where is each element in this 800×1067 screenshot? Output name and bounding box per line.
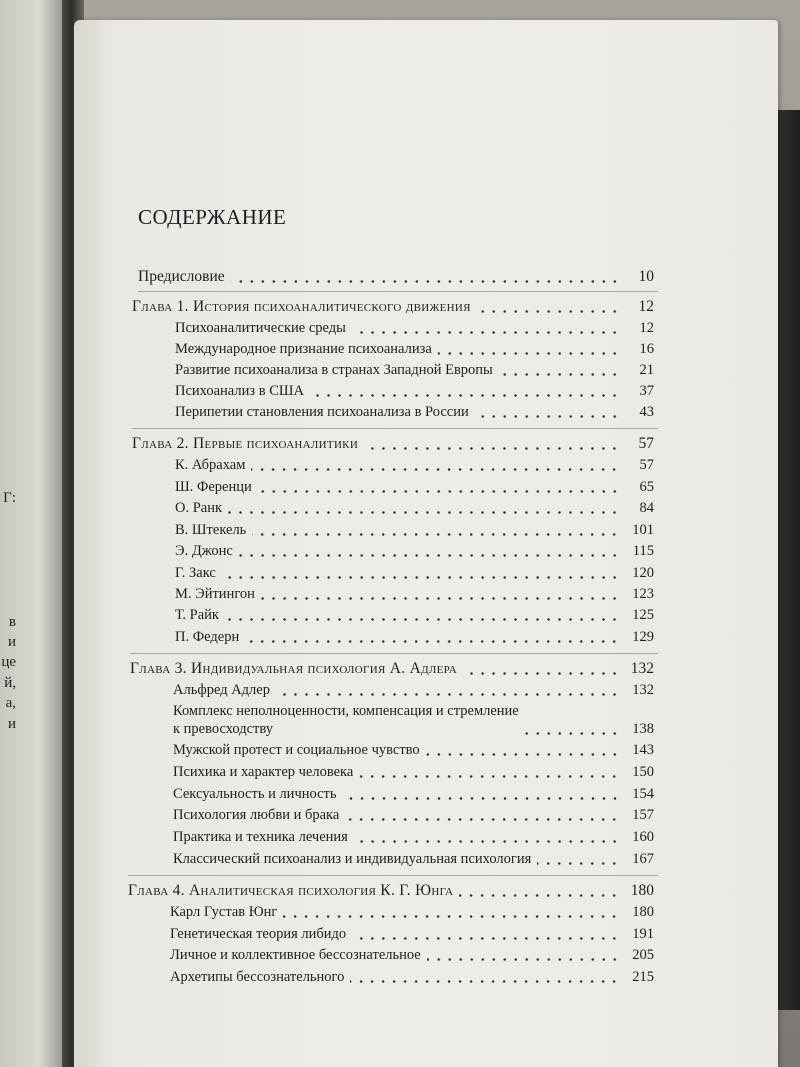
leader-dots: [231, 280, 620, 283]
toc-section-page: 101: [632, 522, 654, 538]
toc-section-page: 180: [632, 904, 654, 920]
toc-section-label: Психология любви и брака: [173, 807, 340, 823]
toc-section-label: Альфред Адлер: [173, 682, 270, 698]
toc-section-page: 157: [632, 807, 654, 823]
leader-dots: [427, 958, 620, 961]
toc-section: [175, 607, 654, 624]
toc-chapter-page: 132: [630, 660, 654, 677]
toc-section-page: 191: [632, 926, 654, 942]
toc-section: [175, 629, 654, 646]
leader-dots: [276, 693, 620, 696]
leader-dots: [310, 394, 620, 397]
toc-chapter-4: [128, 882, 654, 900]
leader-dots: [222, 576, 620, 579]
toc-divider: [138, 291, 658, 292]
toc-section-page: 150: [632, 764, 654, 780]
left-page-fragment: в: [8, 614, 16, 630]
leader-dots: [245, 640, 620, 643]
toc-section-page: 215: [632, 969, 654, 985]
leader-dots: [252, 533, 620, 536]
toc-section: [170, 904, 654, 921]
toc-section-page: 132: [632, 682, 654, 698]
toc-section-label: Международное признание психоанализа: [175, 341, 432, 357]
toc-section: [173, 851, 654, 868]
toc-section-label: Карл Густав Юнг: [170, 904, 278, 920]
toc-section: [175, 565, 654, 582]
leader-dots: [463, 672, 620, 675]
toc-section-page: 43: [639, 404, 654, 420]
toc-chapter-page: 57: [638, 435, 654, 452]
toc-section-label: [173, 702, 519, 738]
left-page-fragment: й,: [4, 675, 16, 691]
toc-section: [173, 829, 654, 846]
toc-title: СОДЕРЖАНИЕ: [138, 205, 287, 229]
toc-section-label: К. Абрахам: [175, 457, 246, 473]
toc-section-page: 167: [632, 851, 654, 867]
toc-section-page: 143: [632, 742, 654, 758]
toc-section-label: О. Ранк: [175, 500, 223, 516]
toc-section: [175, 341, 654, 358]
toc-section-label: Г. Закс: [175, 565, 216, 581]
toc-section-page: 84: [639, 500, 654, 516]
leader-dots: [239, 554, 620, 557]
toc-section-label: П. Федерн: [175, 629, 240, 645]
toc-section: [170, 969, 654, 986]
toc-section-label: Личное и коллективное бессознательное: [170, 947, 421, 963]
toc-section-page: 160: [632, 829, 654, 845]
leader-dots: [343, 797, 621, 800]
toc-section-label: Сексуальность и личность: [173, 786, 337, 802]
leader-dots: [261, 597, 620, 600]
toc-section-label: Психика и характер человека: [173, 764, 354, 780]
toc-divider: [128, 875, 658, 876]
toc-section-page: 12: [639, 320, 654, 336]
toc-section: [175, 479, 654, 496]
toc-section: [173, 702, 654, 738]
toc-section-page: 16: [639, 341, 654, 357]
toc-section-page: 120: [632, 565, 654, 581]
toc-chapter-page: 12: [638, 298, 654, 315]
toc-divider: [130, 653, 658, 654]
toc-section: [175, 586, 654, 603]
toc-section: [170, 926, 654, 943]
toc-section: [173, 807, 654, 824]
leader-dots: [350, 980, 620, 983]
toc-chapter-2: [132, 435, 654, 453]
leader-dots: [258, 490, 620, 493]
toc-section-label: Классический психоанализ и индивидуальная психология: [173, 851, 532, 867]
toc-section: [175, 500, 654, 517]
toc-section-label: Психоаналитические среды: [175, 320, 346, 336]
leader-dots: [477, 310, 620, 313]
toc-entry-page: 10: [638, 268, 654, 285]
toc-section-label-line: к превосходству: [173, 721, 273, 737]
toc-section-page: 65: [639, 479, 654, 495]
toc-section-page: 21: [639, 362, 654, 378]
toc-section-label: Э. Джонс: [175, 543, 233, 559]
toc-section: [175, 404, 654, 421]
toc-section-label: Генетическая теория либидо: [170, 926, 347, 942]
toc-section-page: 37: [639, 383, 654, 399]
leader-dots: [352, 331, 620, 334]
toc-section-label: Практика и техника лечения: [173, 829, 348, 845]
leader-dots: [475, 415, 620, 418]
toc-section-label: Архетипы бессознательного: [170, 969, 345, 985]
toc-divider: [132, 428, 658, 429]
left-page-fragment: и: [7, 634, 16, 650]
toc-chapter-label: Глава 4. Аналитическая психология К. Г. Юнга: [128, 882, 454, 899]
toc-section: [170, 947, 654, 964]
toc-chapter-label: Глава 2. Первые психоаналитики: [132, 435, 359, 452]
toc-section: [173, 742, 654, 759]
toc-section-page: 125: [632, 607, 654, 623]
toc-section-label: М. Эйтингон: [175, 586, 255, 602]
toc-section-label: Ш. Ференци: [175, 479, 252, 495]
left-page-fragment: Г:: [3, 490, 16, 506]
toc-section-label-line: Комплекс неполноценности, компенсация и стремление: [173, 703, 519, 719]
toc-chapter-3: [130, 660, 654, 678]
leader-dots: [251, 468, 620, 471]
leader-dots: [499, 373, 620, 376]
leader-dots: [364, 447, 620, 450]
toc-section-label: Т. Райк: [175, 607, 219, 623]
toc-section: [175, 383, 654, 400]
toc-chapter-label: Глава 3. Индивидуальная психология А. Адлера: [130, 660, 457, 677]
toc-section: [175, 543, 654, 560]
toc-entry-label: Предисловие: [138, 268, 225, 285]
toc-section-page: 129: [632, 629, 654, 645]
leader-dots: [352, 937, 620, 940]
leader-dots: [537, 862, 620, 865]
toc-chapter-label: Глава 1. История психоаналитического движения: [132, 298, 471, 315]
toc-section-label: Психоанализ в США: [175, 383, 304, 399]
left-page-fragment: це: [1, 654, 16, 670]
leader-dots: [345, 818, 620, 821]
leader-dots: [359, 775, 620, 778]
toc-section: [173, 682, 654, 699]
leader-dots: [283, 915, 620, 918]
toc-section: [175, 362, 654, 379]
toc-section-page: 138: [632, 721, 654, 737]
toc-section-label: Развитие психоанализа в странах Западной Европы: [175, 362, 493, 378]
toc-section-label: Мужской протест и социальное чувство: [173, 742, 420, 758]
toc-section: [175, 522, 654, 539]
left-page-fragment: и: [7, 716, 16, 732]
leader-dots: [426, 753, 620, 756]
toc-section-label: В. Штекель: [175, 522, 247, 538]
leader-dots: [438, 352, 620, 355]
toc-section: [175, 457, 654, 474]
leader-dots: [225, 618, 620, 621]
leader-dots: [354, 840, 620, 843]
left-page-fragment: а,: [5, 695, 16, 711]
toc-section-page: 123: [632, 586, 654, 602]
toc-section-page: 57: [639, 457, 654, 473]
toc-section-page: 205: [632, 947, 654, 963]
toc-section-page: 115: [632, 543, 654, 559]
toc-section: [173, 786, 654, 803]
toc-section-label: Перипетии становления психоанализа в России: [175, 404, 469, 420]
toc-entry-preface: [138, 268, 654, 286]
toc-section-page: 154: [632, 786, 654, 802]
toc-section: [173, 764, 654, 781]
leader-dots: [525, 732, 620, 735]
toc-chapter-page: 180: [630, 882, 654, 899]
leader-dots: [228, 511, 620, 514]
toc-chapter-1: [132, 298, 654, 316]
leader-dots: [459, 894, 620, 897]
toc-section: [175, 320, 654, 337]
